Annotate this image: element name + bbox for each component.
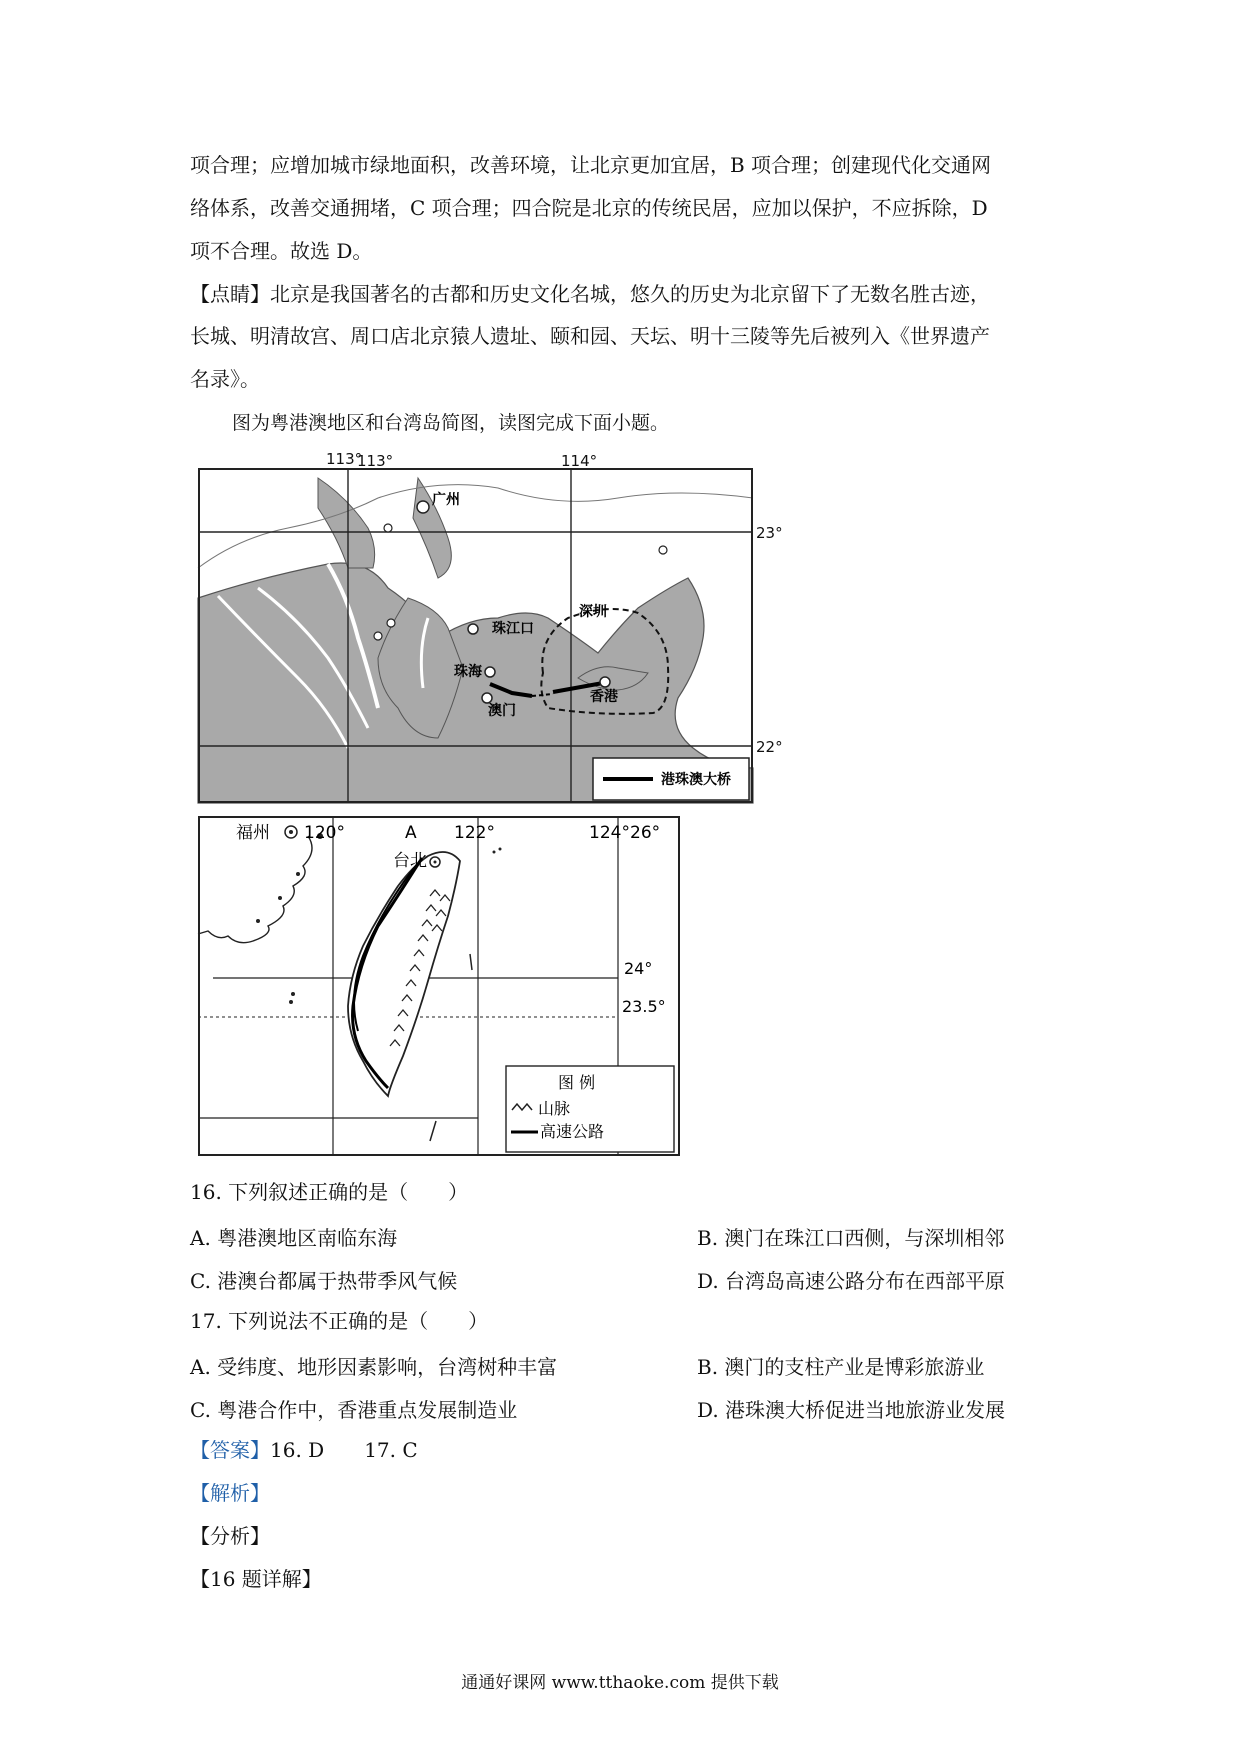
q17-option-c[interactable]: C. 粤港合作中，香港重点发展制造业 (190, 1398, 518, 1422)
label-lon-113: 113° (357, 452, 394, 470)
q16-option-c[interactable]: C. 港澳台都属于热带季风气候 (190, 1269, 458, 1293)
label-lon-114: 114° (561, 452, 598, 470)
paragraph-line: 长城、明清故宫、周口店北京猿人遗址、颐和园、天坛、明十三陵等先后被列入《世界遗产 (190, 324, 990, 348)
label-lon-124: 124° (589, 823, 630, 843)
label-pearl-mouth: 珠江口 (492, 621, 534, 637)
q17-option-a[interactable]: A. 受纬度、地形因素影响，台湾树种丰富 (190, 1355, 558, 1379)
legend-bridge: 港珠澳大桥 (661, 772, 731, 788)
label-point-a: A (405, 823, 417, 843)
answer-text: 16. D 17. C (270, 1438, 418, 1462)
taiwan-map (198, 816, 680, 1156)
label-lat-23: 23° (756, 524, 783, 542)
label-fuzhou: 福州 (236, 823, 270, 843)
label-shenzhen: 深圳 (579, 604, 607, 620)
label-lon-120: 120° (304, 823, 345, 843)
q17-option-d[interactable]: D. 港珠澳大桥促进当地旅游业发展 (697, 1398, 1006, 1422)
label-hongkong: 香港 (590, 689, 618, 705)
paragraph-line: 【点睛】北京是我国著名的古都和历史文化名城，悠久的历史为北京留下了无数名胜古迹， (190, 282, 990, 306)
label-taipei: 台北 (393, 851, 427, 871)
label-zhuhai: 珠海 (454, 664, 482, 680)
q16-option-b[interactable]: B. 澳门在珠江口西侧，与深圳相邻 (697, 1226, 1005, 1250)
legend-highway: 高速公路 (540, 1122, 605, 1141)
label-lat-23-5: 23.5° (622, 997, 666, 1016)
label-lat-24: 24° (624, 959, 653, 978)
paragraph-line: 络体系，改善交通拥堵，C 项合理；四合院是北京的传统民居，应加以保护，不应拆除，D (190, 196, 988, 220)
question-17-stem: 17. 下列说法不正确的是（ ） (190, 1309, 489, 1333)
legend-mountain: 山脉 (538, 1099, 571, 1118)
legend-title: 图 例 (558, 1073, 596, 1092)
figure-intro: 图为粤港澳地区和台湾岛简图，读图完成下面小题。 (232, 412, 670, 434)
label-lon-122: 122° (454, 823, 495, 843)
paragraph-line: 项不合理。故选 D。 (190, 239, 373, 263)
question-16-stem: 16. 下列叙述正确的是（ ） (190, 1180, 469, 1204)
paragraph-line: 名录》。 (190, 367, 260, 391)
q16-option-a[interactable]: A. 粤港澳地区南临东海 (190, 1226, 398, 1250)
analysis-label: 【解析】 (190, 1481, 270, 1505)
q17-option-b[interactable]: B. 澳门的支柱产业是博彩旅游业 (697, 1355, 985, 1379)
q16-detail-label: 【16 题详解】 (190, 1567, 322, 1591)
answer-label: 【答案】 (190, 1438, 270, 1462)
label-lat-26: 26° (630, 823, 661, 843)
label-guangzhou: 广州 (432, 492, 460, 508)
label-macau: 澳门 (488, 703, 516, 719)
page-footer: 通通好课网 www.tthaoke.com 提供下载 (461, 1673, 779, 1693)
paragraph-line: 项合理；应增加城市绿地面积，改善环境，让北京更加宜居，B 项合理；创建现代化交通网 (190, 153, 992, 177)
label-lat-22: 22° (756, 738, 783, 756)
q16-option-d[interactable]: D. 台湾岛高速公路分布在西部平原 (697, 1269, 1006, 1293)
answer-line (190, 1437, 418, 1463)
fenxi-label: 【分析】 (190, 1524, 270, 1548)
label-lon-113: 113° (326, 450, 363, 468)
